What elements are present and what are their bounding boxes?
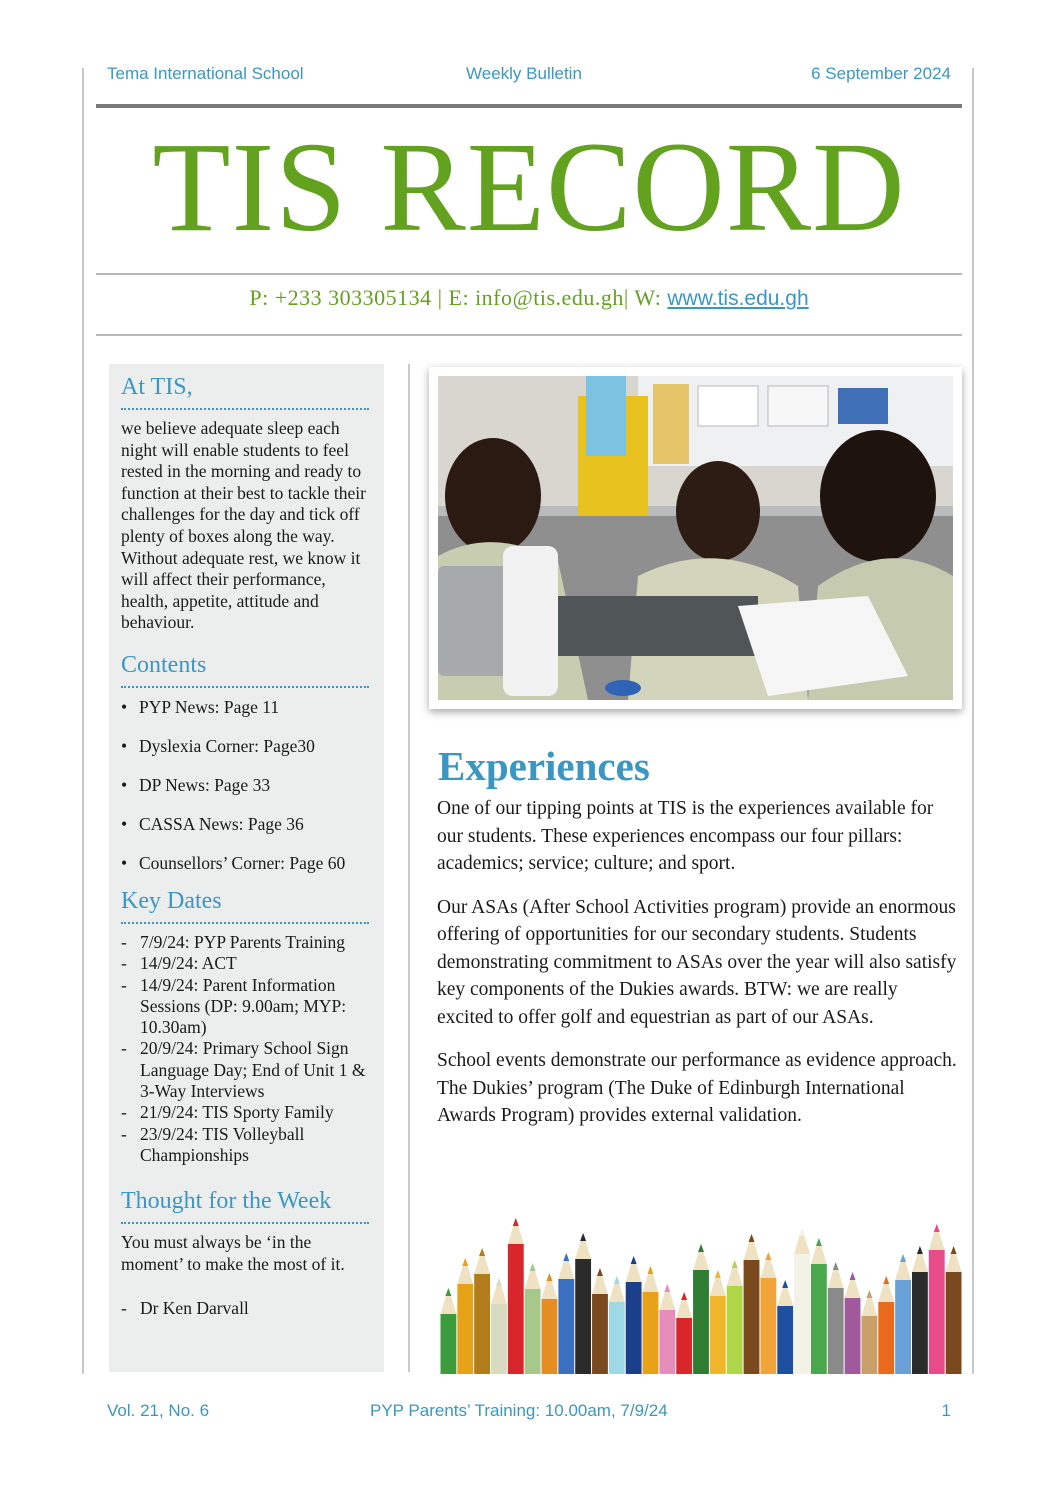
key-date-item: - 21/9/24: TIS Sporty Family [121, 1102, 372, 1123]
contents-item[interactable]: • CASSA News: Page 36 [121, 813, 372, 835]
pencil-body [929, 1250, 945, 1374]
key-date-item: - 14/9/24: Parent Information Sessions (DP: 9.00am; MYP: 10.30am) [121, 975, 372, 1039]
students-studying-photo [438, 376, 953, 700]
pencil-lead [513, 1218, 519, 1226]
pencil-body [861, 1316, 877, 1374]
pencil-body [643, 1292, 659, 1374]
thought-author: - Dr Ken Darvall [121, 1298, 249, 1319]
pencil-body [457, 1284, 473, 1374]
pencil-lead [647, 1266, 653, 1274]
website-link[interactable]: www.tis.edu.gh [667, 287, 809, 310]
pencil-body [895, 1280, 911, 1374]
pencil-body [558, 1279, 574, 1374]
students-photo [429, 367, 962, 709]
key-date-item: - 23/9/24: TIS Volleyball Championships [121, 1124, 372, 1167]
pencil-body [508, 1244, 524, 1374]
pencil-body [575, 1259, 591, 1374]
volume-number: Vol. 21, No. 6 [107, 1401, 210, 1420]
pencil-body [912, 1272, 928, 1374]
pencil-lead [934, 1224, 940, 1232]
pencil-body [592, 1294, 608, 1374]
pencil-body [542, 1299, 558, 1374]
article-paragraph: Our ASAs (After School Activities program) provide an enormous offering of opportunities for our secondary students. Students demonstrating commitment to ASAs over the year will also satisfy key components of the Dukies awards. BTW: we are really excited to offer golf and equestrian as part of our ASAs. [437, 896, 957, 1028]
pencil-lead [715, 1270, 721, 1278]
key-dates-list [121, 932, 372, 1166]
page-header [107, 64, 951, 88]
header-rule [96, 104, 962, 108]
contact-rule-bottom [96, 334, 962, 336]
key-date-item: - 20/9/24: Primary School Sign Language Day; End of Unit 1 & 3-Way Interviews [121, 1038, 372, 1102]
key-date-item: - 14/9/24: ACT [121, 953, 372, 974]
pencil-lead [614, 1276, 620, 1284]
pencil-lead [496, 1278, 502, 1286]
pencil-lead [951, 1246, 957, 1254]
pencil-body [626, 1282, 642, 1374]
left-frame-line [82, 68, 84, 1374]
pencil-lead [631, 1256, 637, 1264]
at-tis-text: we believe adequate sleep each night will enable students to feel rested in the morning and ready to function at their best to tackle their challenges for the day and tick off plenty of boxes along the way. Without adequate rest, we know it will affect their performance, health, appetite, attitude and behaviour. [121, 418, 366, 633]
pencil-body [744, 1260, 760, 1374]
contents-list [121, 696, 372, 874]
pencil-body [794, 1254, 810, 1374]
contents-item[interactable]: • Dyslexia Corner: Page30 [121, 735, 372, 757]
pencil-lead [597, 1268, 603, 1276]
contents-item[interactable]: • DP News: Page 33 [121, 774, 372, 796]
contents-heading: Contents [121, 651, 207, 678]
pencil-lead [530, 1263, 536, 1271]
pencil-body [777, 1306, 793, 1374]
pencil-lead [883, 1276, 889, 1284]
key-date-item: - 7/9/24: PYP Parents Training [121, 932, 372, 953]
pencil-lead [479, 1248, 485, 1256]
pencil-lead [900, 1254, 906, 1262]
pencil-body [525, 1289, 541, 1374]
article-paragraph: One of our tipping points at TIS is the experiences available for our students. These experiences encompass our four pillars: academics; service; culture; and sport. [437, 798, 934, 874]
key-dates-heading: Key Dates [121, 887, 222, 914]
pencil-body [491, 1304, 507, 1374]
at-tis-heading: At TIS, [121, 374, 193, 400]
pencil-lead [816, 1238, 822, 1246]
pencil-body [676, 1318, 692, 1374]
pencil-lead [866, 1290, 872, 1298]
dotted-divider [121, 922, 369, 924]
pencil-body [710, 1296, 726, 1374]
dotted-divider [121, 686, 369, 688]
pencil-lead [833, 1262, 839, 1270]
pencil-body [609, 1302, 625, 1374]
pencil-body [693, 1270, 709, 1374]
pencil-lead [462, 1258, 468, 1266]
pencil-lead [664, 1284, 670, 1292]
masthead-title: TIS RECORD [152, 116, 906, 258]
pencil-lead [732, 1260, 738, 1268]
issue-date: 6 September 2024 [811, 64, 951, 83]
article-paragraph: School events demonstrate our performance as evidence approach. The Dukies’ program (The Duke of Edinburgh International Awards Program) provides external validation. [437, 1050, 957, 1126]
thought-heading: Thought for the Week [121, 1188, 332, 1215]
pencil-lead [765, 1252, 771, 1260]
article-body [437, 795, 957, 1146]
pencil-body [659, 1310, 675, 1374]
article-title: Experiences [438, 743, 650, 789]
pencil-body [946, 1272, 962, 1374]
contact-rule-top [96, 273, 962, 275]
dotted-divider [121, 408, 369, 410]
column-divider [408, 364, 410, 1372]
pencil-body [760, 1278, 776, 1374]
pencil-body [441, 1314, 457, 1374]
contents-item[interactable]: • Counsellors’ Corner: Page 60 [121, 852, 372, 874]
contents-item[interactable]: • PYP News: Page 11 [121, 696, 372, 718]
contact-details: P: +233 303305134 | E: info@tis.edu.gh| W: [249, 285, 668, 310]
contact-line [96, 285, 962, 311]
footer-note: PYP Parents’ Training: 10.00am, 7/9/24 [370, 1401, 668, 1420]
dotted-divider [121, 1222, 369, 1224]
pencil-lead [681, 1292, 687, 1300]
pencil-lead [850, 1272, 856, 1280]
pencil-lead [698, 1244, 704, 1252]
pencil-lead [799, 1228, 805, 1236]
pencil-lead [445, 1288, 451, 1296]
thought-quote: You must always be ‘in the moment’ to make the most of it. [121, 1232, 345, 1274]
school-name: Tema International School [107, 64, 304, 83]
right-frame-line [972, 68, 974, 1374]
pencil-lead [782, 1280, 788, 1288]
pencil-body [727, 1286, 743, 1374]
pencil-body [845, 1298, 861, 1374]
pencil-lead [917, 1246, 923, 1254]
pencil-lead [580, 1233, 586, 1241]
pencil-lead [546, 1273, 552, 1281]
pencil-group [441, 1218, 962, 1374]
colored-pencils-illustration [440, 1190, 962, 1374]
sidebar [109, 364, 384, 1372]
pencil-body [828, 1288, 844, 1374]
pencil-body [878, 1302, 894, 1374]
pencil-lead [749, 1234, 755, 1242]
publication-type: Weekly Bulletin [466, 64, 582, 83]
pencil-body [811, 1264, 827, 1374]
pencil-lead [563, 1253, 569, 1261]
pencil-body [474, 1274, 490, 1374]
page-number: 1 [941, 1401, 951, 1420]
page-footer [107, 1401, 951, 1425]
